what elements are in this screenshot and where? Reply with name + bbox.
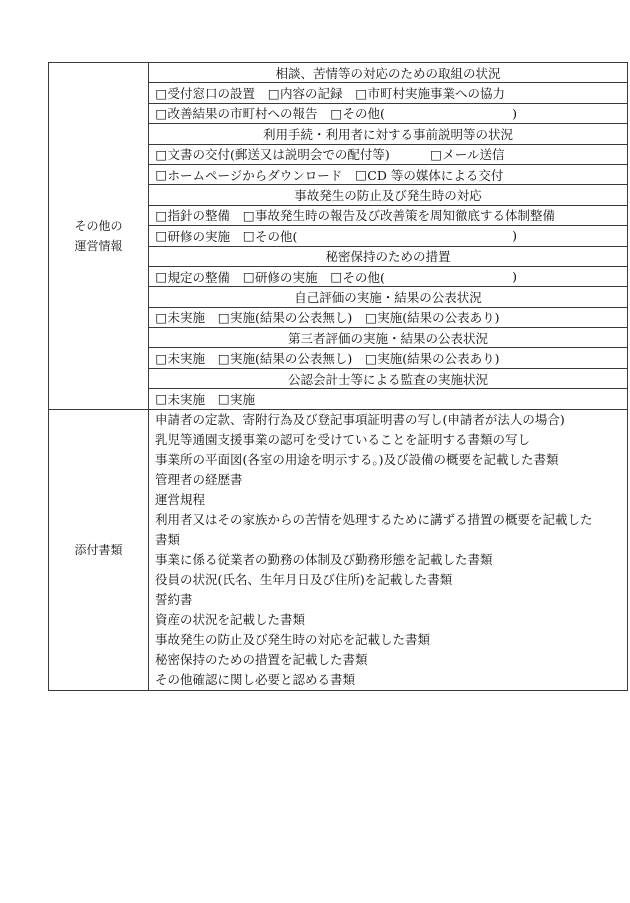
checkbox[interactable]: □ <box>155 146 168 162</box>
checkbox[interactable]: □ <box>242 228 255 244</box>
attachment-item: 事業所の平面図(各室の用途を明示する。)及び設備の概要を記載した書類 <box>155 451 559 467</box>
application-form-table <box>48 62 628 691</box>
attachments-content <box>149 410 628 691</box>
checkbox[interactable]: □ <box>355 85 368 101</box>
checkbox-option[interactable] <box>155 145 390 163</box>
checkbox-label: 市町村実施事業への協力 <box>367 86 506 102</box>
options-row <box>149 145 627 165</box>
attachment-item: 申請者の定款、寄附行為及び登記事項証明書の写し(申請者が法人の場合) <box>155 411 565 427</box>
attachment-item: 事業に係る従業者の勤務の体制及び勤務形態を記載した書類 <box>155 551 493 567</box>
operations-info-label <box>49 63 149 410</box>
attachment-item: 資産の状況を記載した書類 <box>155 611 306 627</box>
options-row <box>149 389 627 409</box>
attachment-item: 役員の状況(氏名、生年月日及び住所)を記載した書類 <box>155 571 453 587</box>
attachments-cell <box>149 410 627 691</box>
options-row <box>149 308 627 328</box>
checkbox-label: その他( <box>342 106 385 122</box>
checkbox[interactable]: □ <box>365 350 377 366</box>
attachment-item: 管理者の経歴書 <box>155 471 243 487</box>
checkbox[interactable]: □ <box>355 167 367 183</box>
options-with-other <box>155 104 517 122</box>
attachment-item: 乳児等通園支援事業の認可を受けていることを証明する書類の写し <box>155 431 531 447</box>
checkbox[interactable]: □ <box>365 309 377 325</box>
options-row <box>149 104 627 124</box>
checkbox-label: 未実施 <box>167 310 206 326</box>
checkbox-option[interactable] <box>155 166 342 184</box>
checkbox[interactable]: □ <box>267 85 280 101</box>
close-paren: ) <box>512 228 517 244</box>
checkbox-label: 改善結果の市町村への報告 <box>167 106 318 122</box>
checkbox[interactable]: □ <box>155 228 168 244</box>
checkbox-option[interactable] <box>155 206 230 224</box>
checkbox[interactable]: □ <box>155 269 168 285</box>
checkbox-option[interactable] <box>155 104 318 122</box>
checkbox-option[interactable] <box>155 308 205 326</box>
checkbox-label: ホームページからダウンロード <box>167 167 343 183</box>
checkbox-option[interactable] <box>365 349 500 367</box>
other-details-field[interactable] <box>297 227 512 245</box>
checkbox-option[interactable] <box>155 349 205 367</box>
checkbox-option[interactable] <box>243 268 318 286</box>
attachment-item: 運営規程 <box>155 491 206 507</box>
checkbox-option-other[interactable] <box>330 104 385 122</box>
attachment-item: 事故発生の防止及び発生時の対応を記載した書類 <box>155 631 431 647</box>
other-details-field[interactable] <box>385 268 512 286</box>
checkbox[interactable]: □ <box>242 207 255 223</box>
checkbox-label: 指針の整備 <box>167 208 231 224</box>
subsection-heading: 事故発生の防止及び発生時の対応 <box>149 185 627 205</box>
checkbox-option[interactable] <box>218 349 353 367</box>
checkbox-label: 実施(結果の公表あり) <box>377 351 500 367</box>
close-paren: ) <box>512 105 517 121</box>
attachment-item: その他確認に関し必要と認める書類 <box>155 671 356 687</box>
checkbox-label: 文書の交付(郵送又は説明会での配付等) <box>167 147 390 163</box>
checkbox-option[interactable] <box>218 308 353 326</box>
checkbox-option[interactable] <box>218 390 256 408</box>
checkbox-option[interactable] <box>365 308 500 326</box>
options-row <box>149 348 627 368</box>
operations-info-label-line: その他の <box>74 218 123 233</box>
checkbox-option[interactable] <box>268 84 343 102</box>
checkbox-label: CD 等の媒体による交付 <box>367 167 504 183</box>
checkbox[interactable]: □ <box>155 207 168 223</box>
checkbox-option[interactable] <box>430 145 505 163</box>
checkbox-label: 規定の整備 <box>167 269 231 285</box>
checkbox-option[interactable] <box>155 227 230 245</box>
checkbox-option[interactable] <box>155 390 205 408</box>
checkbox[interactable]: □ <box>155 391 168 407</box>
attachment-item: 秘密保持のための措置を記載した書類 <box>155 651 368 667</box>
checkbox-option-other[interactable] <box>243 227 298 245</box>
options-with-other <box>155 268 517 286</box>
checkbox-option[interactable] <box>155 84 255 102</box>
checkbox-label: 実施(結果の公表無し) <box>230 310 353 326</box>
checkbox-label: 実施 <box>230 391 256 407</box>
checkbox-label: その他( <box>342 269 385 285</box>
checkbox[interactable]: □ <box>242 269 255 285</box>
checkbox[interactable]: □ <box>155 167 168 183</box>
checkbox-option[interactable] <box>355 84 505 102</box>
attachments-label: 添付書類 <box>49 410 149 691</box>
subsection-heading: 自己評価の実施・結果の公表状況 <box>149 287 627 307</box>
options-with-other <box>155 227 517 245</box>
checkbox-label: 研修の実施 <box>167 228 231 244</box>
checkbox-option-other[interactable] <box>330 268 385 286</box>
checkbox[interactable]: □ <box>217 309 230 325</box>
options-row <box>149 206 627 226</box>
checkbox-label: 実施(結果の公表無し) <box>230 351 353 367</box>
checkbox[interactable]: □ <box>330 105 343 121</box>
checkbox-label: メール送信 <box>442 147 505 163</box>
options-row <box>149 226 627 246</box>
checkbox[interactable]: □ <box>155 85 168 101</box>
subsection-heading: 秘密保持のための措置 <box>149 247 627 267</box>
close-paren: ) <box>512 269 517 285</box>
attachment-item: 誓約書 <box>155 591 193 607</box>
checkbox-label: その他( <box>255 228 298 244</box>
other-details-field[interactable] <box>385 104 512 122</box>
checkbox[interactable]: □ <box>217 391 230 407</box>
checkbox-option[interactable] <box>355 166 504 184</box>
checkbox[interactable]: □ <box>330 269 343 285</box>
checkbox-label: 事故発生時の報告及び改善策を周知徹底する体制整備 <box>255 208 556 224</box>
checkbox-label: 内容の記録 <box>280 86 343 102</box>
checkbox-label: 未実施 <box>167 351 206 367</box>
checkbox-label: 研修の実施 <box>255 269 318 285</box>
subsection-heading: 第三者評価の実施・結果の公表状況 <box>149 328 627 348</box>
checkbox-option[interactable] <box>155 268 230 286</box>
checkbox[interactable]: □ <box>155 350 168 366</box>
operations-info-block <box>49 63 628 410</box>
attachments-block <box>49 410 628 691</box>
options-row <box>149 83 627 103</box>
subsection-heading: 利用手続・利用者に対する事前説明等の状況 <box>149 124 627 144</box>
checkbox[interactable]: □ <box>155 309 168 325</box>
checkbox-label: 実施(結果の公表あり) <box>377 310 500 326</box>
options-row <box>149 165 627 185</box>
checkbox[interactable]: □ <box>430 146 442 162</box>
subsection-heading: 相談、苦情等の対応のための取組の状況 <box>149 63 627 83</box>
checkbox-option[interactable] <box>243 206 556 224</box>
options-row <box>149 267 627 287</box>
checkbox[interactable]: □ <box>217 350 230 366</box>
checkbox[interactable]: □ <box>155 105 168 121</box>
operations-info-label-line: 運営情報 <box>74 238 123 253</box>
checkbox-label: 受付窓口の設置 <box>167 86 256 102</box>
subsection-heading: 公認会計士等による監査の実施状況 <box>149 369 627 389</box>
checkbox-label: 未実施 <box>167 391 206 407</box>
operations-info-content <box>149 63 628 410</box>
attachment-item: 利用者又はその家族からの苦情を処理するために講ずる措置の概要を記載した書類 <box>155 511 593 547</box>
attachments-list <box>155 410 601 690</box>
